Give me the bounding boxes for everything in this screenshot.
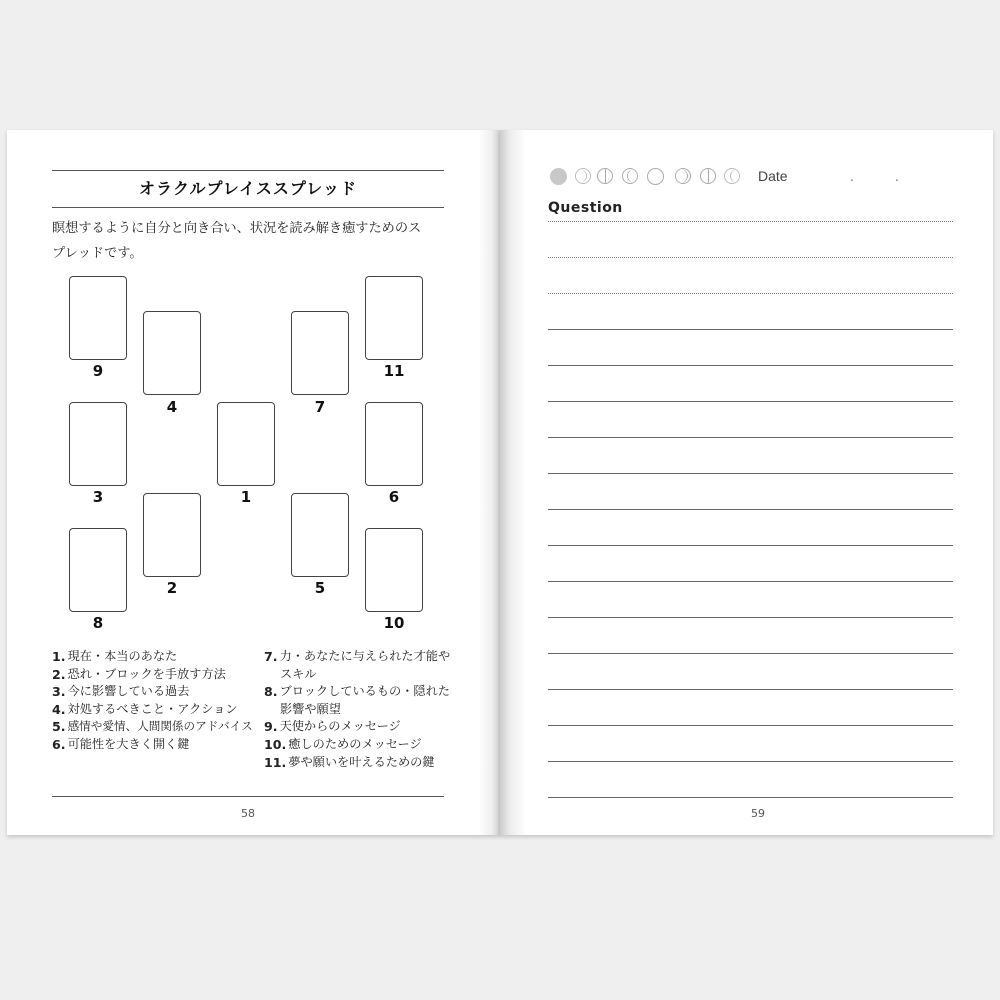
full-moon-icon: [647, 168, 664, 185]
list-text: 夢や願いを叶えるための鍵: [288, 754, 435, 769]
list-item: [52, 648, 267, 666]
writing-line: [548, 437, 953, 438]
card-1: [217, 402, 275, 486]
card-3: [69, 402, 127, 486]
list-item: [52, 701, 267, 719]
list-number: 3.: [52, 684, 66, 700]
list-number: 11.: [264, 754, 287, 770]
page-title: オラクルプレイススプレッド: [138, 179, 358, 198]
writing-line: [548, 725, 953, 726]
writing-line: [548, 689, 953, 690]
waxing-gibbous-icon: [622, 168, 638, 184]
card-number: 3: [92, 488, 104, 506]
list-text: 影響や願望: [280, 701, 341, 716]
card-number: 4: [166, 398, 178, 416]
list-item: [264, 718, 454, 736]
last-quarter-icon: [700, 168, 716, 184]
list-item: [52, 666, 267, 684]
writing-line: [548, 365, 953, 366]
position-list-right: [264, 648, 454, 771]
date-label: Date: [758, 168, 788, 184]
list-item: [264, 754, 454, 772]
card-number: 9: [92, 362, 104, 380]
intro-line: 瞑想するように自分と向き合い、状況を読み解き癒すためのス: [52, 221, 422, 236]
writing-line: [548, 653, 953, 654]
list-text: 対処するべきこと・アクション: [67, 701, 238, 716]
writing-line: [548, 761, 953, 762]
list-item-continued: [264, 666, 454, 684]
list-number: 7.: [264, 649, 278, 664]
card-number: 5: [314, 579, 326, 597]
list-item: [264, 736, 454, 754]
dotted-line: [548, 221, 953, 222]
card-number: 2: [166, 579, 178, 597]
date-separator: .: [895, 170, 899, 184]
list-number: 2.: [52, 666, 66, 682]
writing-line: [548, 545, 953, 546]
card-7: [291, 311, 349, 395]
waning-crescent-icon: [724, 168, 740, 184]
card-6: [365, 402, 423, 486]
card-number: 11: [383, 362, 405, 380]
title-rule-top: [52, 170, 444, 171]
list-text: 癒しのためのメッセージ: [288, 736, 422, 751]
gutter-shadow: [478, 130, 500, 835]
list-text: 力・あなたに与えられた才能や: [279, 649, 451, 663]
list-number: 9.: [264, 719, 278, 735]
list-text: 今に影響している過去: [67, 684, 190, 699]
list-text: 天使からのメッセージ: [279, 719, 401, 734]
card-10: [365, 528, 423, 612]
writing-line: [548, 581, 953, 582]
title-rule-bottom: [52, 207, 444, 208]
waxing-crescent-icon: [575, 168, 591, 184]
list-number: 4.: [52, 701, 66, 717]
page-number: 58: [241, 807, 255, 820]
writing-line: [548, 797, 953, 798]
waning-gibbous-icon: [675, 168, 691, 184]
list-text: スキル: [280, 666, 317, 681]
question-label: Question: [548, 200, 623, 216]
footer-rule: [52, 796, 444, 797]
intro-line: プレッドです。: [52, 246, 143, 261]
intro-text: [52, 216, 452, 266]
list-text: 恐れ・ブロックを手放す方法: [67, 666, 226, 681]
card-4: [143, 311, 201, 395]
position-list-left: [52, 648, 267, 754]
writing-line: [548, 329, 953, 330]
list-item: [52, 736, 267, 754]
card-number: 8: [92, 614, 104, 632]
list-text: ブロックしているもの・隠れた: [279, 684, 450, 699]
list-number: 6.: [52, 736, 66, 752]
writing-line: [548, 617, 953, 618]
writing-line: [548, 509, 953, 510]
date-separator: .: [850, 170, 854, 184]
list-text: 現在・本当のあなた: [67, 649, 178, 663]
card-number: 1: [240, 488, 252, 506]
card-number: 7: [314, 398, 326, 416]
gutter-shadow: [500, 130, 526, 835]
first-quarter-icon: [597, 168, 613, 184]
list-number: 8.: [264, 684, 278, 700]
list-item-continued: [264, 701, 454, 719]
card-5: [291, 493, 349, 577]
card-11: [365, 276, 423, 360]
open-notebook: [7, 130, 993, 835]
list-number: 5.: [52, 719, 66, 735]
list-item: [52, 683, 267, 701]
list-item: [52, 718, 267, 736]
right-page: [500, 130, 993, 835]
writing-line: [548, 473, 953, 474]
card-9: [69, 276, 127, 360]
list-number: 10.: [264, 736, 287, 752]
dotted-line: [548, 257, 953, 258]
list-text: 可能性を大きく開く鍵: [67, 736, 190, 751]
page-number: 59: [751, 807, 765, 820]
writing-line: [548, 401, 953, 402]
card-2: [143, 493, 201, 577]
card-8: [69, 528, 127, 612]
card-number: 10: [383, 614, 405, 632]
left-page: [7, 130, 500, 835]
new-moon-icon: [550, 168, 567, 185]
list-item: [264, 648, 454, 666]
dotted-line: [548, 293, 953, 294]
list-text: 感情や愛情、人間関係のアドバイス: [67, 719, 253, 734]
list-item: [264, 683, 454, 701]
card-number: 6: [388, 488, 400, 506]
list-number: 1.: [52, 649, 66, 664]
